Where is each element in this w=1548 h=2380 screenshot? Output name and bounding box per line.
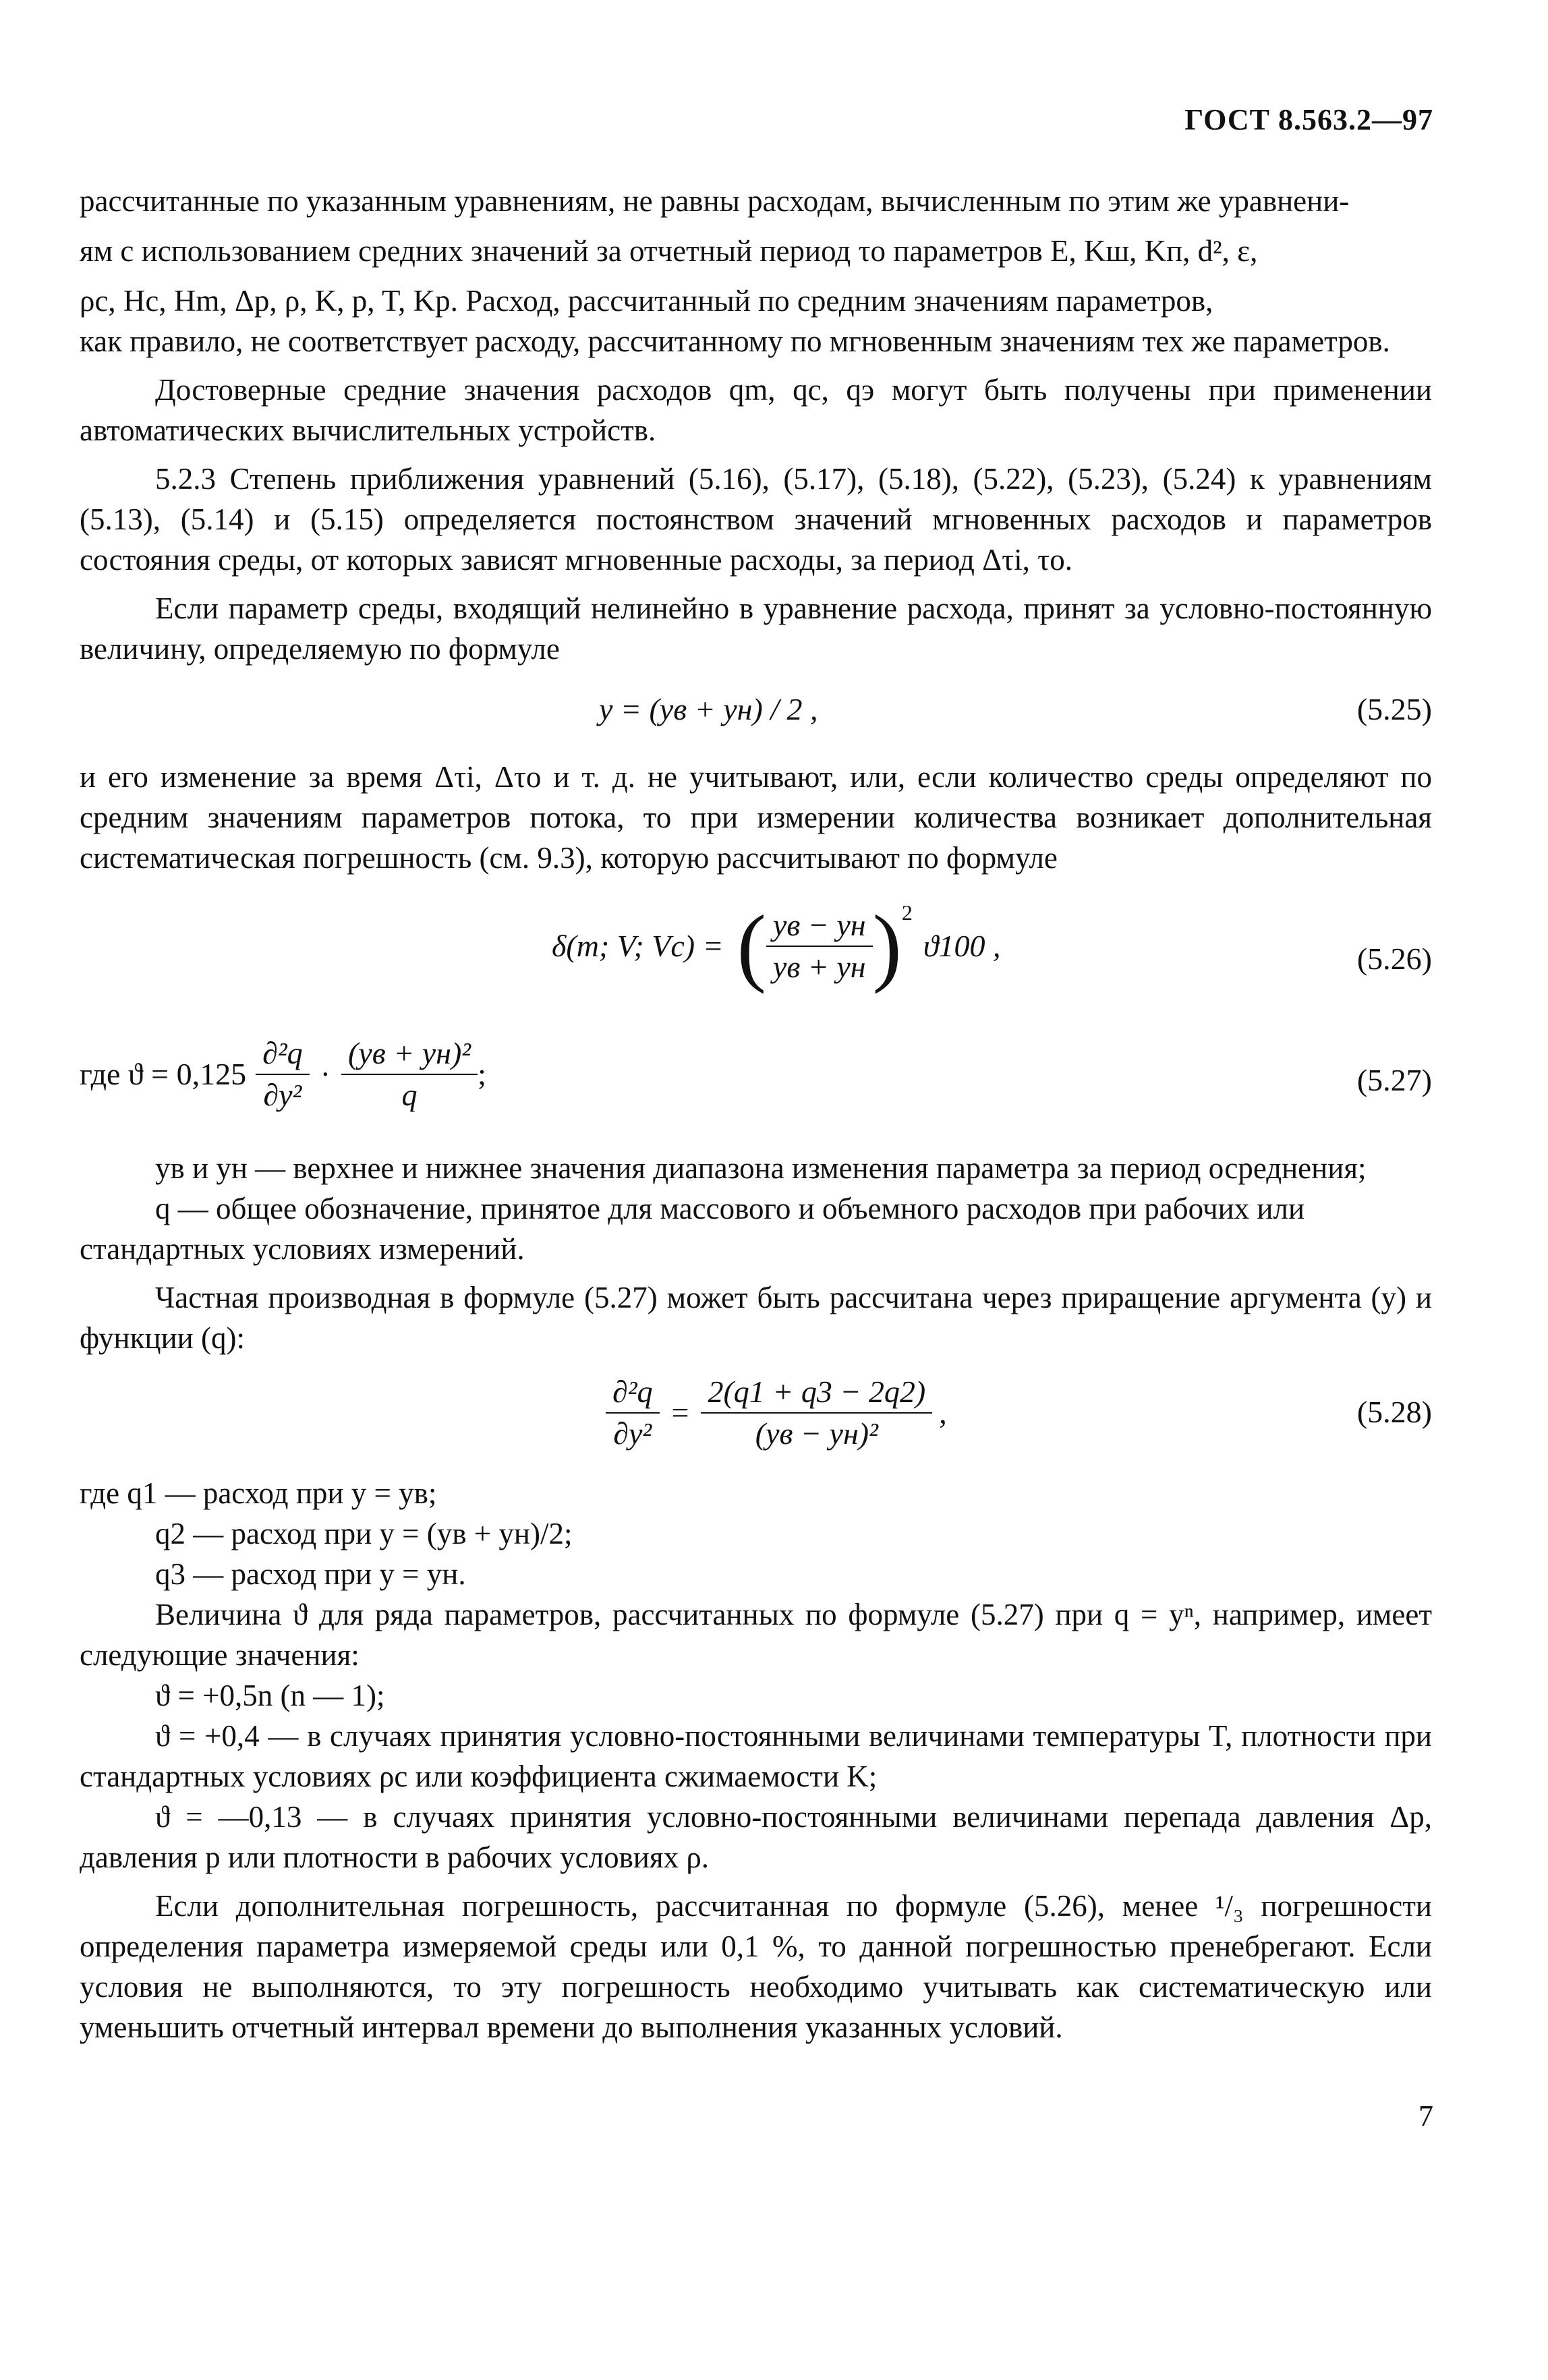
equation-5-28-number: (5.28): [1356, 1395, 1432, 1429]
equation-5-27-number: (5.27): [1356, 1063, 1432, 1097]
multiply-dot: ·: [320, 1057, 331, 1091]
paragraph-3: 5.2.3 Степень приближения уравнений (5.16), (5.17), (5.18), (5.22), (5.23), (5.24) к уравнениям (5.13), (5.14) и (5.15) определяется постоянством значений мгновенных расходов и параметров состояния среды, от которых зависят мгновенные расходы, за период Δτi, τо.: [80, 462, 1432, 577]
paragraph-2: Достоверные средние значения расходов qm, qс, qэ могут быть получены при применении автоматических вычислительных устройств.: [80, 373, 1432, 447]
equation-5-27: [80, 1020, 1432, 1148]
equation-5-28-numerator: 2(q1 + q3 − 2q2): [701, 1372, 932, 1414]
equation-5-28-derivative: [606, 1372, 660, 1454]
equals-sign: =: [671, 1395, 689, 1430]
equation-5-26-rhs: ϑ100 ,: [923, 929, 1001, 963]
equation-5-28: [80, 1358, 1432, 1473]
definition-q3: q3 — расход при y = yн.: [155, 1557, 466, 1591]
equation-5-26-number: (5.26): [1356, 941, 1432, 976]
page-number: 7: [1418, 2099, 1433, 2132]
semicolon: ;: [478, 1057, 486, 1091]
definition-q1: где q1 — расход при y = yв;: [80, 1476, 437, 1510]
equation-5-26-fraction: [766, 905, 873, 987]
definition-q2: q2 — расход при y = (yв + yн)/2;: [155, 1517, 573, 1550]
equation-5-27-numerator: (yв + yн)²: [341, 1033, 478, 1075]
page-body: [80, 181, 1432, 2048]
equation-5-28-derivative-numerator: ∂²q: [606, 1372, 660, 1414]
left-paren: (: [737, 898, 766, 995]
equation-5-27-fraction: [341, 1033, 478, 1115]
equation-5-27-derivative: [256, 1033, 310, 1115]
equation-5-26-numerator: yв − yн: [766, 905, 873, 947]
equation-5-26-denominator: yв + yн: [772, 950, 866, 984]
equation-5-26: δ(m; V; Vс) = ( $\frac{yв - yн}{yв + yн}$ ) $^2$ ϑ100 , (5.26): [552, 898, 1432, 995]
equation-5-25-expr: y = (yв + yн) / 2 ,: [599, 692, 818, 726]
equation-5-28-denominator: (yв − yн)²: [755, 1416, 878, 1451]
equation-5-25-number: (5.25): [1356, 692, 1432, 726]
definition-y-bounds: yв и yн — верхнее и нижнее значения диапазона изменения параметра за период осреднения;: [155, 1151, 1367, 1185]
paragraph-6: Частная производная в формуле (5.27) может быть рассчитана через приращение аргумента (y) и функции (q):: [80, 1281, 1432, 1355]
equation-5-25: [80, 669, 1432, 743]
value-case-3: ϑ = —0,13 — в случаях принятия условно-постоянными величинами перепада давления Δp, давления p или плотности в рабочих условиях ρ.: [80, 1800, 1432, 1874]
paragraph-1-line-3: ρс, Hс, Hm, Δp, ρ, K, p, T, Kр. Расход, рассчитанный по средним значениям параметров,: [80, 284, 1213, 318]
equation-5-27-denominator: q: [401, 1078, 418, 1112]
paragraph-8: Если дополнительная погрешность, рассчитанная по формуле (5.26), менее ¹/₃ погрешности определения параметра измеряемой среды или 0,1 %, то данной погрешностью пренебрегают. Если условия не выполняются, то эту погрешность необходимо учитывать как систематическую или уменьшить отчетный интервал времени до выполнения указанных условий.: [80, 1889, 1432, 2044]
value-case-1: ϑ = +0,5n (n — 1);: [155, 1679, 385, 1712]
equation-5-27-derivative-denominator: ∂y²: [263, 1078, 302, 1112]
equation-5-27-derivative-numerator: ∂²q: [256, 1033, 310, 1075]
definition-q: q — общее обозначение, принятое для массового и объемного расходов при рабочих или стандартных условиях измерений.: [80, 1192, 1305, 1266]
paragraph-1-line-1: рассчитанные по указанным уравнениям, не равны расходам, вычисленным по этим же уравнени-: [80, 184, 1350, 218]
paragraph-1-line-4: как правило, не соответствует расходу, рассчитанному по мгновенным значениям тех же параметров.: [80, 324, 1390, 358]
paragraph-5: и его изменение за время Δτi, Δτо и т. д. не учитывают, или, если количество среды определяют по средним значениям параметров потока, то при измерении количества возникает дополнительная систематическая погрешность (см. 9.3), которую рассчитывают по формуле: [80, 760, 1432, 875]
equation-5-27-lead: где ϑ = 0,125: [80, 1057, 247, 1091]
equation-5-28-fraction: [701, 1372, 932, 1454]
equation-5-26-lhs: δ(m; V; Vс) =: [552, 929, 724, 963]
definitions-block-1: [80, 1148, 1432, 1269]
right-paren: ): [872, 898, 902, 995]
document-code-header: ГОСТ 8.563.2—97: [1184, 103, 1433, 136]
value-case-2: ϑ = +0,4 — в случаях принятия условно-постоянными величинами температуры T, плотности при стандартных условиях ρс или коэффициента сжимаемости K;: [80, 1719, 1432, 1793]
paragraph-1-line-2: ям с использованием средних значений за отчетный период τо параметров E, Kш, Kп, d², ε,: [80, 234, 1258, 268]
paragraph-7: Величина ϑ для ряда параметров, рассчитанных по формуле (5.27) при q = yⁿ, например, имеет следующие значения:: [80, 1598, 1432, 1672]
paragraph-4: Если параметр среды, входящий нелинейно в уравнение расхода, принят за условно-постоянную величину, определяемую по формуле: [80, 591, 1432, 666]
comma: ,: [939, 1395, 947, 1430]
definitions-block-2: [80, 1473, 1432, 1594]
equation-5-28-derivative-denominator: ∂y²: [613, 1416, 652, 1451]
